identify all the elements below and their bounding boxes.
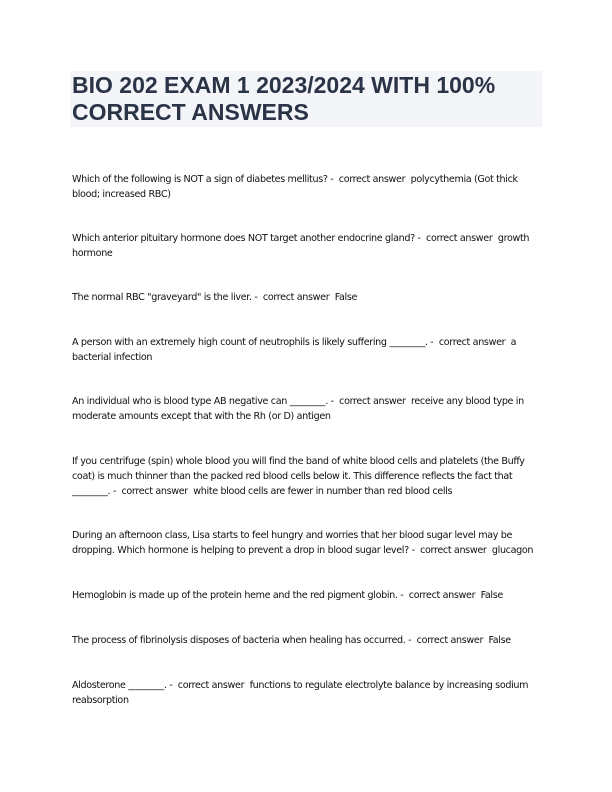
question-text: Hemoglobin is made up of the protein heme and the red pigment globin. [72,590,398,601]
answer-separator: - correct answer [251,292,335,303]
qa-item-10 [72,678,542,708]
question-text: Which of the following is NOT a sign of diabetes mellitus? [72,174,328,185]
answer-text: functions to regulate electrolyte balance by increasing sodium reabsorption [72,680,531,706]
question-text: If you centrifuge (spin) whole blood you will find the band of white blood cells and platelets (the Buffy coat) is much thinner than the packed red blood cells below it. This difference reflects the fact that ________. [72,456,528,497]
answer-text: False [488,635,511,646]
answer-text: False [480,590,503,601]
answer-separator: - correct answer [110,486,194,497]
qa-item-9 [72,633,542,648]
answer-text: a bacterial infection [72,337,519,363]
qa-item-8 [72,588,542,603]
answer-text: white blood cells are fewer in number than red blood cells [193,486,453,497]
question-text: An individual who is blood type AB negative can ________. [72,396,328,407]
question-text: During an afternoon class, Lisa starts to feel hungry and worries that her blood sugar level may be dropping. Which hormone is helping to prevent a drop in blood sugar level? [72,530,515,556]
qa-item-1 [72,172,542,202]
answer-text: growth hormone [72,233,532,259]
answer-text: glucagon [491,545,534,556]
question-text: Aldosterone ________. [72,680,167,691]
question-text: A person with an extremely high count of neutrophils is likely suffering ________. [72,337,428,348]
answer-text: False [334,292,358,303]
question-text: The process of fibrinolysis disposes of bacteria when healing has occurred. [72,635,406,646]
title-banner [70,71,542,127]
qa-item-3 [72,290,542,305]
answer-separator: - correct answer [408,545,492,556]
qa-item-5 [72,394,542,424]
title-line-2: CORRECT ANSWERS [72,99,309,125]
answer-separator: - correct answer [166,680,250,691]
answer-separator: - correct answer [405,635,489,646]
qa-item-7 [72,528,542,558]
answer-separator: - correct answer [327,396,411,407]
answer-text: receive any blood type in moderate amounts except that with the Rh (or D) antigen [72,396,527,422]
qa-item-4 [72,335,542,365]
answer-separator: - correct answer [397,590,481,601]
qa-item-6 [72,454,542,499]
answer-text: polycythemia (Got thick blood; increased RBC) [72,174,521,200]
answer-separator: - correct answer [414,233,498,244]
answer-separator: - correct answer [427,337,511,348]
question-text: The normal RBC "graveyard" is the liver. [72,292,252,303]
document-title [72,72,495,126]
question-text: Which anterior pituitary hormone does NOT target another endocrine gland? [72,233,415,244]
qa-item-2 [72,231,542,261]
title-line-1: BIO 202 EXAM 1 2023/2024 WITH 100% [72,72,496,98]
answer-separator: - correct answer [327,174,411,185]
